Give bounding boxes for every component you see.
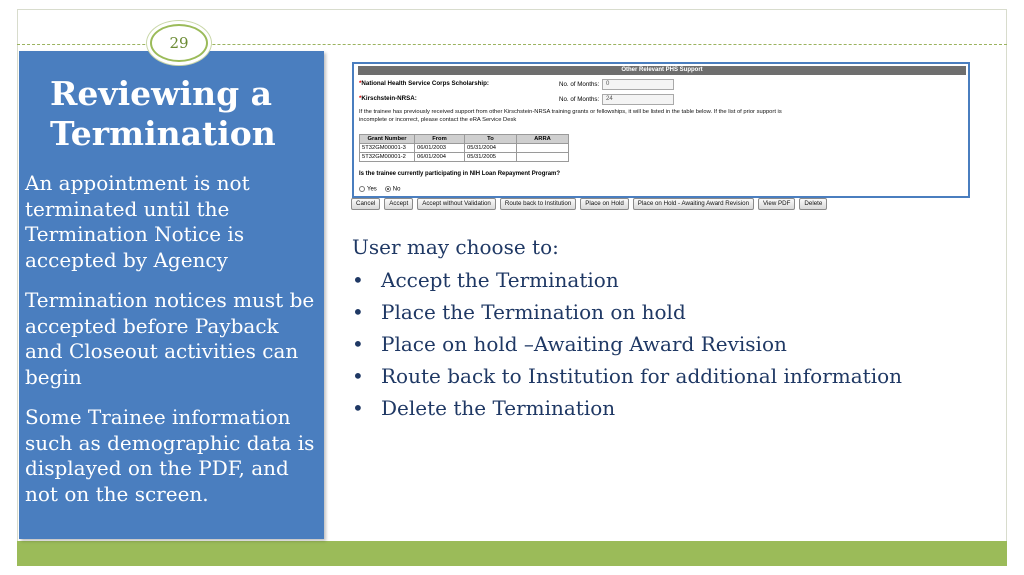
radio-no[interactable] [385, 186, 401, 193]
action-button-row [351, 198, 827, 210]
table-row [360, 144, 569, 153]
column-header: From [415, 135, 465, 144]
radio-no-circle-icon[interactable] [385, 186, 391, 192]
radio-no-label: No [392, 186, 401, 193]
nrsa-months-label: No. of Months: [559, 96, 600, 103]
table-row [360, 153, 569, 162]
to-cell: 05/31/2005 [465, 153, 517, 162]
column-header: ARRA [517, 135, 569, 144]
list-item: • Place on hold –Awaiting Award Revision [352, 331, 902, 363]
arra-cell [517, 144, 569, 153]
cancel-button[interactable]: Cancel [351, 198, 380, 210]
sidebar-paragraph-trainee-info: Some Trainee information such as demographic data is displayed on the PDF, and not on the screen. [25, 405, 315, 506]
from-cell: 06/01/2003 [415, 144, 465, 153]
slide-title: Reviewing a Termination [50, 74, 276, 153]
view-pdf-button[interactable]: View PDF [758, 198, 795, 210]
prior-grants-table [359, 134, 569, 162]
nhsc-months-label: No. of Months: [559, 81, 600, 88]
grant-number-cell: 5T32GM00001-2 [360, 153, 415, 162]
list-item: • Accept the Termination [352, 267, 902, 299]
nhsc-row [359, 80, 489, 87]
nrsa-months-field[interactable]: 24 [602, 94, 674, 105]
loan-repayment-question: Is the trainee currently participating in NIH Loan Repayment Program? [359, 171, 561, 177]
radio-yes[interactable] [359, 186, 377, 193]
accept-button[interactable]: Accept [384, 198, 413, 210]
choices-heading: User may choose to: [352, 235, 559, 259]
list-item: • Route back to Institution for additional information [352, 363, 902, 395]
bottom-accent-bar [17, 541, 1007, 566]
list-item: • Delete the Termination [352, 395, 902, 427]
from-cell: 06/01/2004 [415, 153, 465, 162]
choices-list [352, 267, 902, 427]
prior-support-note: If the trainee has previously received support from other Kirschstein-NRSA training grants or fellowships, it will be listed in the table below. If the list of prior support is incomplete or incorrect, please contact the eRA Service Desk [359, 109, 782, 123]
list-item: • Place the Termination on hold [352, 299, 902, 331]
grant-number-cell: 5T32GM00001-3 [360, 144, 415, 153]
sidebar-paragraph-appointment: An appointment is not terminated until the Termination Notice is accepted by Agency [25, 171, 250, 272]
column-header: To [465, 135, 517, 144]
place-on-hold-awaiting-revision-button[interactable]: Place on Hold - Awaiting Award Revision [633, 198, 754, 210]
sidebar-paragraph-termination-notices: Termination notices must be accepted before Payback and Closeout activities can begin [25, 288, 315, 389]
to-cell: 05/31/2004 [465, 144, 517, 153]
accept-without-validation-button[interactable]: Accept without Validation [417, 198, 496, 210]
column-header: Grant Number [360, 135, 415, 144]
route-back-button[interactable]: Route back to Institution [500, 198, 576, 210]
place-on-hold-button[interactable]: Place on Hold [580, 198, 629, 210]
page-number-badge [150, 24, 208, 62]
nrsa-label: Kirschstein-NRSA: [361, 95, 417, 102]
nhsc-months-field[interactable]: 0 [602, 79, 674, 90]
loan-repayment-radios [359, 186, 400, 193]
radio-yes-circle-icon[interactable] [359, 186, 365, 192]
table-header-row [360, 135, 569, 144]
nhsc-label: National Health Service Corps Scholarship: [361, 80, 489, 87]
required-marker: * [359, 80, 362, 87]
required-marker: * [359, 95, 362, 102]
delete-button[interactable]: Delete [799, 198, 827, 210]
arra-cell [517, 153, 569, 162]
page-number: 29 [169, 34, 189, 52]
embedded-screenshot [352, 62, 970, 198]
radio-yes-label: Yes [367, 186, 377, 193]
nrsa-row [359, 95, 417, 102]
phs-support-header: Other Relevant PHS Support [358, 66, 966, 75]
